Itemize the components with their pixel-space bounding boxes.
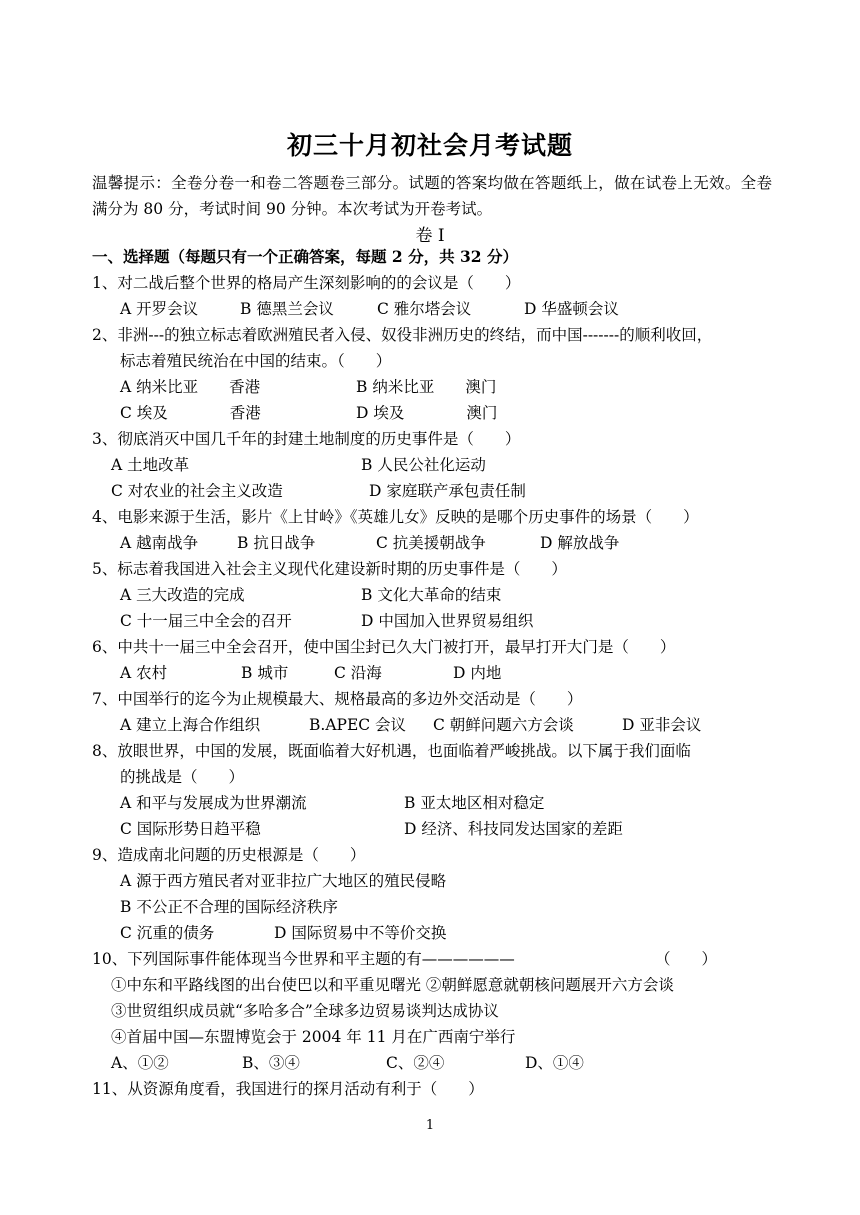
question-2-stem-line1: 2、非洲---的独立标志着欧洲殖民者入侵、奴役非洲历史的终结，而中国-------的顺利收回， (92, 326, 713, 344)
q5-option-b: B 文化大革命的结束 (361, 586, 502, 604)
question-6-stem: 6、中共十一届三中全会召开，使中国尘封已久大门被打开，最早打开大门是（ ） (92, 638, 676, 656)
q6-option-c: C 沿海 (334, 664, 382, 682)
q10-option-d: D、①④ (525, 1054, 584, 1072)
question-7-stem: 7、中国举行的迄今为止规模最大、规格最高的多边外交活动是（ ） (92, 690, 583, 708)
q7-option-a: A 建立上海合作组织 (120, 716, 261, 734)
q7-option-d: D 亚非会议 (622, 716, 702, 734)
question-10-stem: 10、下列国际事件能体现当今世界和平主题的有—————— (92, 950, 515, 968)
q5-option-d: D 中国加入世界贸易组织 (361, 612, 534, 630)
q5-option-c: C 十一届三中全会的召开 (120, 612, 292, 630)
q10-items-1-2: ①中东和平路线图的出台使巴以和平重见曙光 ②朝鲜愿意就朝核问题展开六方会谈 (111, 976, 674, 994)
question-3-stem: 3、彻底消灭中国几千年的封建土地制度的历史事件是（ ） (92, 430, 521, 448)
q4-option-a: A 越南战争 (120, 534, 199, 552)
question-8-stem-line1: 8、放眼世界，中国的发展，既面临着大好机遇，也面临着严峻挑战。以下属于我们面临 (92, 742, 691, 760)
question-10-answer-blank: （ ） (655, 950, 718, 968)
q6-option-a: A 农村 (120, 664, 168, 682)
question-1-stem: 1、对二战后整个世界的格局产生深刻影响的的会议是（ ） (92, 274, 521, 292)
notice-text: 温馨提示：全卷分卷一和卷二答题卷三部分。试题的答案均做在答题纸上，做在试卷上无效。全卷满分为 80 分，考试时间 90 分钟。本次考试为开卷考试。 (92, 174, 772, 218)
question-11-stem: 11、从资源角度看，我国进行的探月活动有利于（ ） (92, 1080, 484, 1098)
question-8-stem-line2: 的挑战是（ ） (120, 768, 245, 786)
q2-option-c: C 埃及 香港 (120, 404, 261, 422)
q4-option-d: D 解放战争 (540, 534, 620, 552)
volume-label: 卷 I (415, 226, 445, 246)
q8-option-b: B 亚太地区相对稳定 (404, 794, 545, 812)
q1-option-c: C 雅尔塔会议 (377, 300, 472, 318)
q6-option-d: D 内地 (453, 664, 502, 682)
question-4-stem: 4、电影来源于生活，影片《上甘岭》《英雄儿女》反映的是哪个历史事件的场景（ ） (92, 508, 699, 526)
q1-option-b: B 德黑兰会议 (240, 300, 334, 318)
q10-item-3: ③世贸组织成员就“多哈多合”全球多边贸易谈判达成协议 (111, 1002, 499, 1020)
q3-option-c: C 对农业的社会主义改造 (111, 482, 283, 500)
q7-option-c: C 朝鲜问题六方会谈 (433, 716, 574, 734)
question-9-stem: 9、造成南北问题的历史根源是（ ） (92, 846, 366, 864)
q2-option-d: D 埃及 澳门 (356, 404, 498, 422)
q4-option-c: C 抗美援朝战争 (376, 534, 486, 552)
q8-option-d: D 经济、科技同发达国家的差距 (404, 820, 623, 838)
page-title: 初三十月初社会月考试题 (286, 131, 573, 160)
q5-option-a: A 三大改造的完成 (120, 586, 245, 604)
q3-option-a: A 土地改革 (111, 456, 190, 474)
q9-option-c: C 沉重的债务 (120, 924, 215, 942)
q10-option-b: B、③④ (242, 1054, 300, 1072)
q4-option-b: B 抗日战争 (237, 534, 316, 552)
q1-option-a: A 开罗会议 (120, 300, 199, 318)
question-2-stem-line2: 标志着殖民统治在中国的结束。（ ） (120, 352, 392, 370)
q3-option-d: D 家庭联产承包责任制 (369, 482, 526, 500)
section-heading: 一、选择题（每题只有一个正确答案，每题 2 分，共 32 分） (92, 247, 518, 266)
q10-option-c: C、②④ (386, 1054, 445, 1072)
q2-option-a: A 纳米比亚 香港 (120, 378, 261, 396)
q8-option-c: C 国际形势日趋平稳 (120, 820, 261, 838)
q9-option-b: B 不公正不合理的国际经济秩序 (120, 898, 338, 916)
q10-item-4: ④首届中国—东盟博览会于 2004 年 11 月在广西南宁举行 (111, 1028, 516, 1046)
q8-option-a: A 和平与发展成为世界潮流 (120, 794, 307, 812)
q9-option-a: A 源于西方殖民者对亚非拉广大地区的殖民侵略 (120, 872, 447, 890)
q9-option-d: D 国际贸易中不等价交换 (274, 924, 447, 942)
q2-option-b: B 纳米比亚 澳门 (356, 378, 497, 396)
q1-option-d: D 华盛顿会议 (524, 300, 619, 318)
q7-option-b: B.APEC 会议 (309, 716, 407, 734)
page-number: 1 (425, 1118, 435, 1133)
q3-option-b: B 人民公社化运动 (361, 456, 486, 474)
q6-option-b: B 城市 (241, 664, 289, 682)
question-5-stem: 5、标志着我国进入社会主义现代化建设新时期的历史事件是（ ） (92, 560, 567, 578)
q10-option-a: A、①② (111, 1054, 169, 1072)
